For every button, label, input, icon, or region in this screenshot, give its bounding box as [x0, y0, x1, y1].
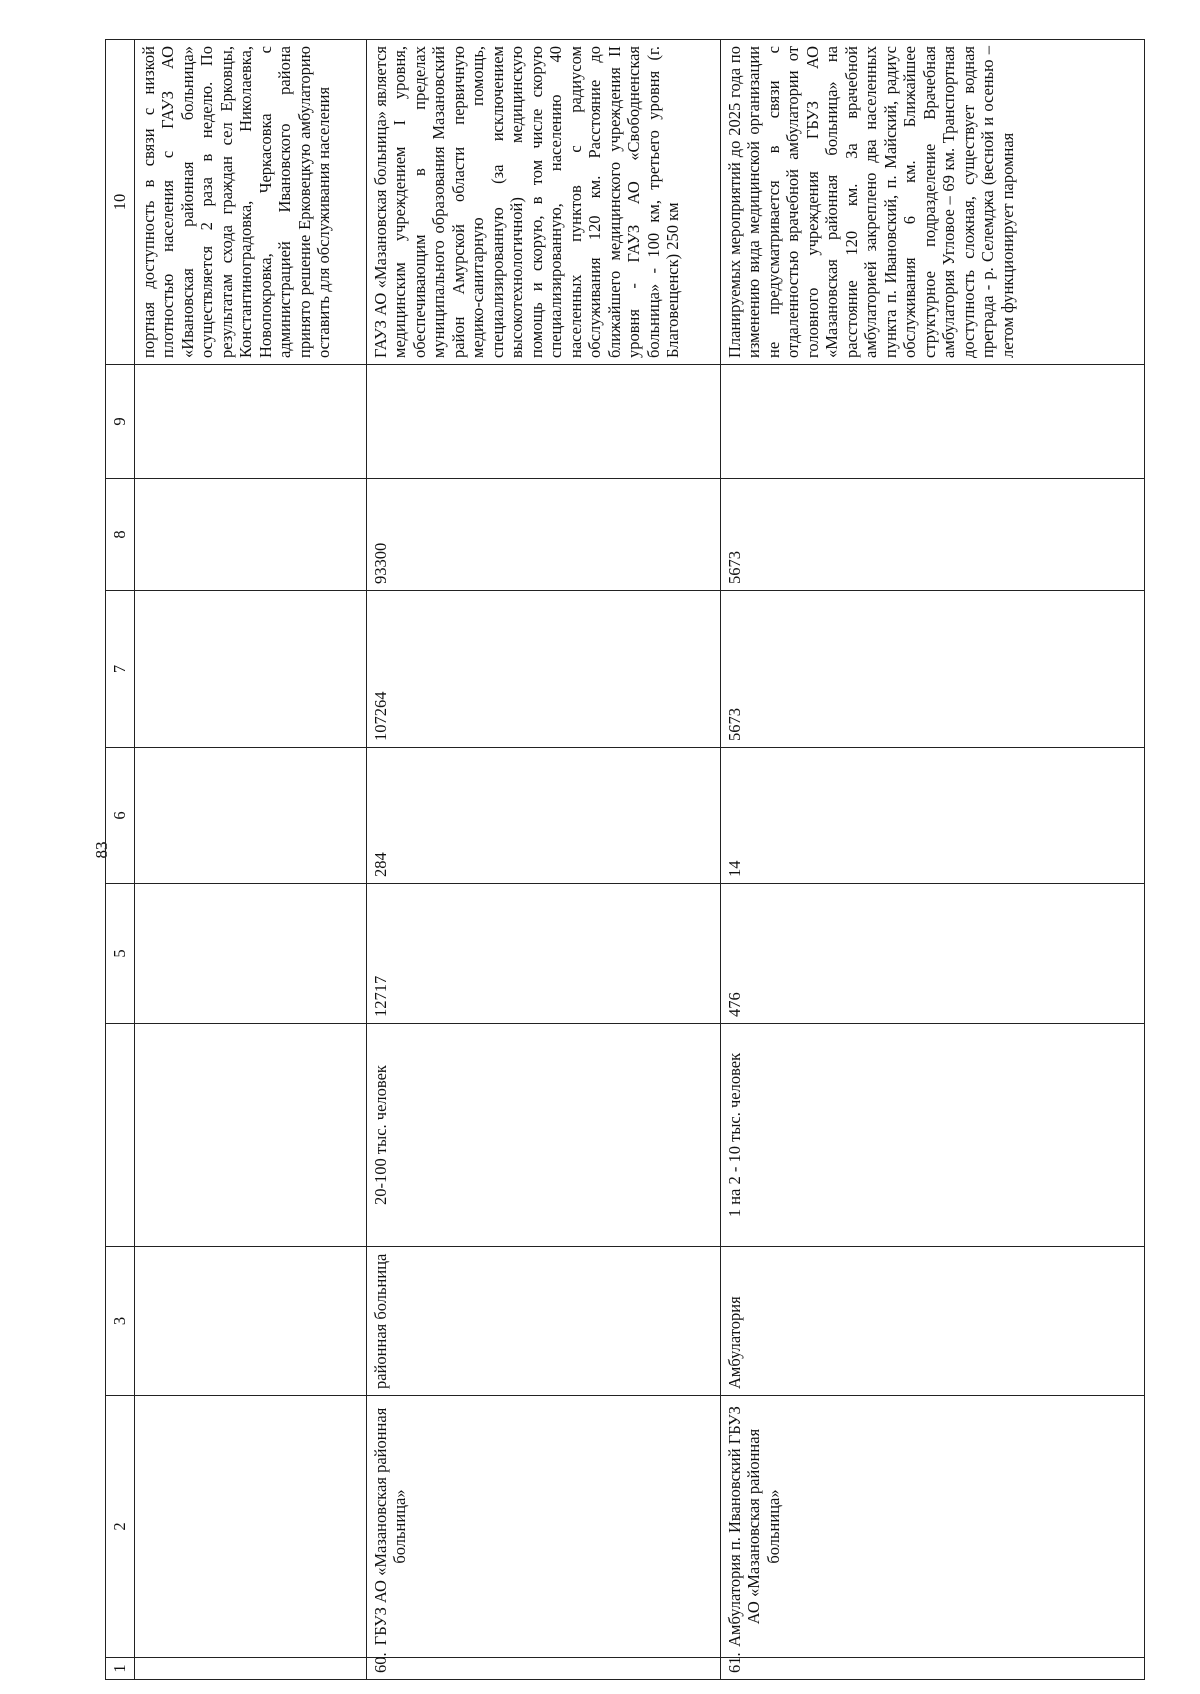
institution-cell — [134, 1396, 366, 1658]
row-number-cell: 61. — [720, 1658, 1145, 1680]
value-cell-6: 284 — [366, 748, 720, 884]
norm-cell: 1 на 2 - 10 тыс. человек — [720, 1024, 1145, 1247]
row-number-cell — [134, 1658, 366, 1680]
value-cell-8 — [134, 479, 366, 591]
institution-cell: ГБУЗ АО «Мазановская районная больница» — [366, 1396, 720, 1658]
header-cell-4 — [106, 1024, 135, 1247]
value-cell-8: 5673 — [720, 479, 1145, 591]
header-cell-3: 3 — [106, 1247, 135, 1396]
description-cell: ГАУЗ АО «Мазановская больница» является медицинским учреждением I уровня, обеспечивающим в пределах муниципального образования Мазановский район Амурской области первичную медико-санитарную помощь, специализированную (за исключением высокотехнологичной) медицинскую помощь и скорую, в том числе скорую специализированную, населению 40 населенных пунктов с радиусом обслуживания 120 км. Расстояние до ближайшего медицинского учреждения II уровня - ГАУЗ АО «Свободненская больница» - 100 км, третьего уровня (г. Благовещенск) 250 км — [366, 40, 720, 365]
table-row — [134, 40, 366, 1680]
description-cell: портная доступность в связи с низкой плотностью населения с ГАУЗ АО «Ивановская районная больница» осуществляется 2 раза в неделю. По результатам схода граждан сел Ерковцы, Константиноградовка, Николаевка, Новопокровка, Черкасовка с администрацией Ивановского района принято решение Ерковецкую амбулаторию оставить для обслуживания населения — [134, 40, 366, 365]
value-cell-6: 14 — [720, 748, 1145, 884]
value-cell-7: 5673 — [720, 591, 1145, 748]
institution-cell: Амбулатория п. Ивановский ГБУЗ АО «Мазановская районная больница» — [720, 1396, 1145, 1658]
norm-cell: 20-100 тыс. человек — [366, 1024, 720, 1247]
value-cell-5: 476 — [720, 884, 1145, 1024]
header-cell-8: 8 — [106, 479, 135, 591]
header-cell-2: 2 — [106, 1396, 135, 1658]
header-cell-7: 7 — [106, 591, 135, 748]
header-cell-5: 5 — [106, 884, 135, 1024]
value-cell-9 — [720, 365, 1145, 479]
type-cell: Амбулатория — [720, 1247, 1145, 1396]
value-cell-7: 107264 — [366, 591, 720, 748]
header-cell-1: 1 — [106, 1658, 135, 1680]
value-cell-5 — [134, 884, 366, 1024]
type-cell — [134, 1247, 366, 1396]
data-table — [105, 39, 1145, 1680]
value-cell-6 — [134, 748, 366, 884]
page-number: 83 — [92, 841, 111, 859]
value-cell-7 — [134, 591, 366, 748]
value-cell-5: 12717 — [366, 884, 720, 1024]
row-number-cell: 60. — [366, 1658, 720, 1680]
rotated-table-wrapper — [105, 40, 1145, 1680]
type-cell: районная больница — [366, 1247, 720, 1396]
norm-cell — [134, 1024, 366, 1247]
header-cell-9: 9 — [106, 365, 135, 479]
value-cell-8: 93300 — [366, 479, 720, 591]
header-row — [106, 40, 135, 1680]
table-row — [720, 40, 1145, 1680]
value-cell-9 — [134, 365, 366, 479]
table-row — [366, 40, 720, 1680]
description-cell: Планируемых мероприятий до 2025 года по изменению вида медицинской организации не предусматривается в связи с отдаленностью врачебной амбулатории от головного учреждения ГБУЗ АО «Мазановская районная больница» на расстояние 120 км. За врачебной амбулаторией закреплено два населенных пункта п. Ивановский, п. Майский, радиус обслуживания 6 км. Ближайшее структурное подразделение Врачебная амбулатория Угловое – 69 км. Транспортная доступность сложная, существует водная преграда - р. Селемджа (весной и осенью – летом функционирует паромная — [720, 40, 1145, 365]
value-cell-9 — [366, 365, 720, 479]
header-cell-6: 6 — [106, 748, 135, 884]
header-cell-10: 10 — [106, 40, 135, 365]
